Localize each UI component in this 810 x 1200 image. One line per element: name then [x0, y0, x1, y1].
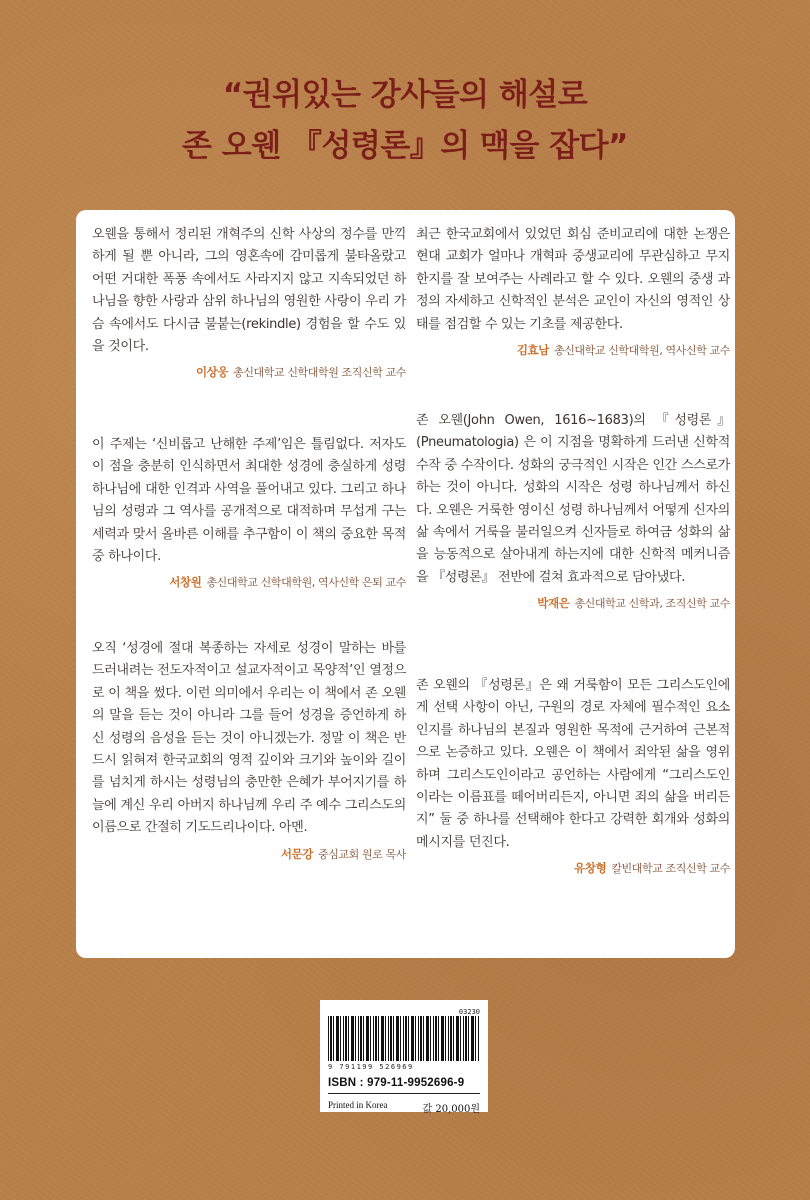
barcode-digits: 9 791199 526969 [328, 1063, 414, 1071]
endorsements-panel [76, 210, 735, 958]
barcode-bars [328, 1016, 480, 1061]
author-affiliation: 총신대학교 신학과, 조직신학 교수 [574, 597, 730, 611]
endorsement [416, 675, 730, 877]
author-name: 김효남 [516, 343, 549, 358]
barcode-addon-digits: 03230 [458, 1008, 480, 1016]
author-name: 이상웅 [195, 365, 229, 380]
author-affiliation: 칼빈대학교 조직신학 교수 [611, 862, 730, 876]
printed-in-label: Printed in Korea [328, 1100, 388, 1110]
endorsement-text: 존 오웬(John Owen, 1616~1683)의 『성령론』(Pneumatologia) 은 이 지점을 명확하게 드러낸 신학적 수작 중 수작이다. 성화의 궁극적인 시작은 인간 스스로가 하는 것이 아니다. 성화의 시작은 성령 하나님께서 하신다. 오웬은 거룩한 영이신 성령 하나님께서 어떻게 신자의 삶 속에서 거룩을 불러일으켜 신자들로 하여금 성화의 삶을 능동적으로 살아내게 하는지에 대한 신학적 메커니즘을 『성령론』 전반에 걸쳐 효과적으로 담아냈다. [416, 413, 730, 585]
endorsement-text: 최근 한국교회에서 있었던 회심 준비교리에 대한 논쟁은 현대 교회가 얼마나 개혁파 중생교리에 무관심하고 무지한지를 잘 보여주는 사례라고 할 수 있다. 오웬의 중생 과정의 자세하고 신학적인 분석은 교인이 자신의 영적인 상태를 점검할 수 있는 기초를 제공한다. [416, 227, 730, 332]
price-label: 값 20,000원 [422, 1104, 480, 1115]
author-name: 서문강 [280, 846, 313, 861]
author-name: 서창원 [169, 575, 202, 590]
endorsement-author [416, 595, 730, 612]
headline-line-2: 존 오웬 『성령론』의 맥을 잡다” [182, 128, 628, 164]
headline [0, 70, 810, 172]
endorsement [416, 224, 730, 359]
endorsement-author [92, 846, 406, 863]
endorsement-text: 존 오웬의 『성령론』은 왜 거룩함이 모든 그리스도인에게 선택 사항이 아닌, 구원의 경로 자체에 필수적인 요소인지를 하나님의 본질과 영원한 목적에 근거하여 근본적으로 논증하고 있다. 오웬은 이 책에서 죄악된 삶을 영위하며 그리스도인이라고 공언하는 사람에게 “그리스도인이라는 이름표를 떼어버리든지, 아니면 죄의 삶을 버리든지” 둘 중 하나를 선택해야 한다고 강력한 회개와 성화의 메시지를 던진다. [416, 678, 730, 850]
headline-line-1: “권위있는 강사들의 해설로 [222, 77, 588, 113]
author-affiliation: 총신대학교 신학대학원 조직신학 교수 [233, 366, 406, 380]
endorsement-text: 이 주제는 ‘신비롭고 난해한 주제’임은 틀림없다. 저자도 이 점을 충분히 인식하면서 최대한 성경에 충실하게 성령 하나님에 대한 인격과 사역을 풀어내고 있다. 그리고 하나님의 성령과 그 역사를 공개적으로 대적하며 무섭게 구는 세력과 맞서 올바른 이해를 추구함이 이 책의 중요한 목적 중 하나이다. [92, 437, 406, 565]
endorsement [416, 410, 730, 612]
endorsement [92, 224, 406, 381]
author-name: 유창형 [574, 861, 607, 876]
endorsement-text: 오웬을 통해서 정리된 개혁주의 신학 사상의 정수를 만끽하게 될 뿐 아니라, 그의 영혼속에 감미롭게 불타올랐고 어떤 거대한 폭풍 속에서도 사라지지 않고 지속되었던 하나님을 향한 사랑과 삼위 하나님의 영원한 사랑이 우리 가슴 속에서도 다시금 불붙는(rekindle) 경험을 할 수도 있을 것이다. [92, 227, 406, 355]
endorsement [92, 434, 406, 591]
endorsement-author [416, 342, 730, 359]
endorsement-author [416, 860, 730, 877]
endorsement [92, 638, 406, 863]
author-affiliation: 중심교회 원로 목사 [317, 847, 406, 861]
endorsement-author [92, 574, 406, 591]
author-affiliation: 총신대학교 신학대학원, 역사신학 은퇴 교수 [206, 576, 406, 590]
barcode-box [320, 1000, 488, 1115]
divider [328, 1093, 480, 1094]
isbn-number: ISBN : 979-11-9952696-9 [328, 1077, 465, 1089]
author-affiliation: 총신대학교 신학대학원, 역사신학 교수 [553, 344, 730, 358]
print-info [328, 1100, 480, 1115]
author-name: 박재은 [537, 596, 570, 611]
endorsement-author [92, 364, 406, 381]
endorsement-text: 오직 ‘성경에 절대 복종하는 자세로 성경이 말하는 바를 드러내려는 전도자적이고 설교자적이고 목양적’인 열정으로 이 책을 썼다. 이런 의미에서 우리는 이 책에서 존 오웬의 말을 듣는 것이 아니라 그를 들어 성경을 증언하게 하신 성령의 음성을 듣는 것이 아니겠는가. 정말 이 책은 반드시 읽혀져 한국교회의 영적 깊이와 크기와 높이와 길이를 넘치게 하시는 성령님의 충만한 은혜가 부어지기를 하늘에 계신 우리 아버지 하나님께 우리 주 예수 그리스도의 이름으로 간절히 기도드리나이다. 아멘. [92, 641, 406, 836]
